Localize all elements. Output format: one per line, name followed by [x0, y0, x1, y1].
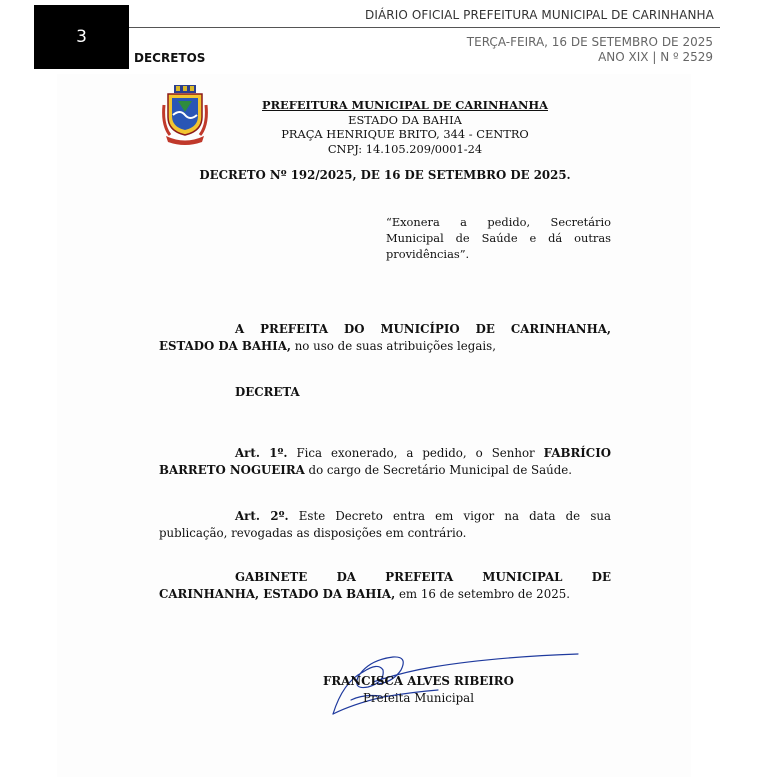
- signer-name: FRANCISCA ALVES RIBEIRO: [323, 674, 514, 688]
- page-number-badge: [34, 5, 129, 69]
- page-number: 3: [76, 27, 87, 47]
- article-1-person-name: FABRÍCIO BARRETO NOGUEIRA: [159, 446, 611, 477]
- header-rule: [129, 27, 720, 28]
- article-2-label: Art. 2º.: [235, 509, 289, 523]
- section-label: DECRETOS: [134, 51, 206, 65]
- signer-role: Prefeita Municipal: [363, 690, 474, 705]
- letterhead-organization: PREFEITURA MUNICIPAL DE CARINHANHA: [262, 98, 548, 112]
- signer-block: [323, 673, 523, 706]
- gazette-issue: ANO XIX | N º 2529: [598, 50, 713, 64]
- letterhead-state: ESTADO DA BAHIA: [348, 112, 462, 127]
- decree-ementa: “Exonera a pedido, Secretário Municipal de Saúde e dá outras providências”.: [386, 215, 611, 261]
- gazette-title: DIÁRIO OFICIAL PREFEITURA MUNICIPAL DE CARINHANHA: [365, 8, 714, 22]
- gazette-date: TERÇA-FEIRA, 16 DE SETEMBRO DE 2025: [466, 35, 713, 49]
- decree-decreta-line: [159, 384, 611, 401]
- closing-date: em 16 de setembro de 2025.: [395, 586, 570, 601]
- decree-preamble: [159, 321, 611, 354]
- letterhead-address: PRAÇA HENRIQUE BRITO, 344 - CENTRO: [281, 127, 529, 141]
- letterhead: [260, 98, 550, 156]
- preamble-authority: A PREFEITA DO MUNICÍPIO DE CARINHANHA, ESTADO DA BAHIA,: [159, 322, 611, 353]
- closing-office: GABINETE DA PREFEITA MUNICIPAL DE CARINHANHA, ESTADO DA BAHIA,: [159, 570, 611, 601]
- decreta-label: DECRETA: [235, 385, 300, 399]
- article-2-text: Este Decreto entra em vigor na data de sua publicação, revogadas as disposições em contrário.: [159, 509, 612, 540]
- article-1: [159, 445, 611, 478]
- article-1-label: Art. 1º.: [235, 446, 288, 460]
- article-1-text-b: do cargo de Secretário Municipal de Saúde.: [304, 462, 573, 477]
- preamble-text: no uso de suas atribuições legais,: [290, 338, 496, 353]
- letterhead-cnpj: CNPJ: 14.105.209/0001-24: [327, 141, 483, 156]
- municipal-coat-of-arms-icon: [162, 85, 208, 145]
- article-2: [159, 508, 611, 541]
- decree-closing: [159, 569, 611, 602]
- article-1-text-a: Fica exonerado, a pedido, o Senhor: [287, 446, 544, 460]
- decree-title: DECRETO Nº 192/2025, DE 16 DE SETEMBRO DE 2025.: [199, 168, 571, 182]
